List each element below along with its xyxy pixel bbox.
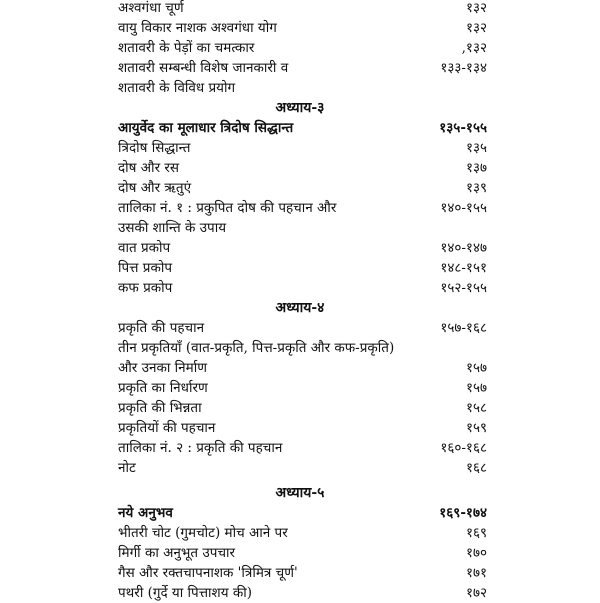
- toc-page-number: १५२-१५५: [440, 280, 487, 296]
- toc-page-number: १३७: [465, 160, 487, 176]
- toc-page-number: १४०-१४७: [440, 240, 487, 256]
- toc-page-number: १४८-१५१: [440, 260, 487, 276]
- toc-page-number: १५८: [465, 400, 487, 416]
- toc-entry-title: प्रकृति की भिन्नता: [118, 400, 202, 416]
- toc-page-number: १७०: [465, 545, 487, 561]
- chapter-heading: अध्याय-५: [275, 485, 325, 501]
- toc-page-number: १६८: [465, 460, 487, 476]
- toc-entry-title: दोष और ऋतुएं: [118, 180, 192, 196]
- toc-page-number: ,१३२: [461, 40, 487, 56]
- toc-entry-title: और उनका निर्माण: [118, 360, 207, 376]
- toc-page-number: १३५: [465, 140, 487, 156]
- toc-page-number: १५७: [465, 360, 487, 376]
- toc-entry-row: [0, 378, 600, 398]
- toc-section-row: [0, 118, 600, 138]
- toc-page-number: १७१: [465, 565, 487, 581]
- toc-entry-row: [0, 78, 600, 98]
- toc-entry-row: [0, 178, 600, 198]
- toc-entry-row: [0, 158, 600, 178]
- toc-entry-row: [0, 258, 600, 278]
- toc-page-number: १३२: [465, 0, 487, 16]
- chapter-heading: अध्याय-३: [275, 100, 325, 116]
- toc-page-number: १५७-१६८: [440, 320, 487, 336]
- toc-entry-row: [0, 523, 600, 543]
- toc-entry-row: [0, 58, 600, 78]
- toc-page-number: १३५-१५५: [439, 120, 487, 136]
- toc-entry-row: [0, 418, 600, 438]
- toc-entry-title: प्रकृतियों की पहचान: [118, 420, 216, 436]
- toc-entry-title: नोट: [118, 460, 136, 476]
- toc-entry-title: तीन प्रकृतियाँ (वात-प्रकृति, पित्त-प्रकृति और कफ-प्रकृति): [118, 340, 395, 356]
- toc-entry-row: [0, 198, 600, 218]
- toc-entry-title: प्रकृति की पहचान: [118, 320, 205, 336]
- toc-entry-title: शतावरी के विविध प्रयोग: [118, 80, 236, 96]
- toc-entry-row: [0, 218, 600, 238]
- toc-entry-row: [0, 398, 600, 418]
- toc-entry-title: नये अनुभव: [118, 505, 173, 521]
- toc-entry-row: [0, 278, 600, 298]
- toc-page-number: १६९-१७४: [439, 505, 487, 521]
- toc-entry-title: उसकी शान्ति के उपाय: [118, 220, 227, 236]
- toc-entry-row: [0, 238, 600, 258]
- toc-entry-title: आयुर्वेद का मूलाधार त्रिदोष सिद्धान्त: [118, 120, 294, 136]
- toc-page-number: १३३-१३४: [440, 60, 487, 76]
- toc-entry-row: [0, 358, 600, 378]
- toc-entry-title: प्रकृति का निर्धारण: [118, 380, 208, 396]
- toc-entry-title: शतावरी सम्बन्धी विशेष जानकारी व: [118, 60, 289, 76]
- toc-entry-row: [0, 18, 600, 38]
- toc-entry-row: [0, 318, 600, 338]
- toc-page-number: १४०-१५५: [440, 200, 487, 216]
- toc-entry-title: पित्त प्रकोप: [118, 260, 172, 276]
- toc-entry-title: पथरी (गुर्दे या पित्ताशय की): [118, 585, 252, 601]
- toc-page-number: १३२: [465, 20, 487, 36]
- toc-page-number: १७२: [465, 585, 487, 601]
- toc-section-row: [0, 503, 600, 523]
- toc-page-number: १५७: [465, 380, 487, 396]
- toc-entry-title: वायु विकार नाशक अश्वगंधा योग: [118, 20, 277, 36]
- toc-entry-row: [0, 338, 600, 358]
- toc-entry-row: [0, 543, 600, 563]
- toc-entry-row: [0, 438, 600, 458]
- toc-entry-title: कफ प्रकोप: [118, 280, 173, 296]
- toc-entry-title: शतावरी के पेड़ों का चमत्कार: [118, 40, 255, 56]
- toc-entry-row: [0, 138, 600, 158]
- toc-entry-title: तालिका नं. १ : प्रकुपित दोष की पहचान और: [118, 200, 337, 216]
- toc-page-number: १३९: [465, 180, 487, 196]
- toc-entry-title: त्रिदोष सिद्धान्त: [118, 140, 191, 156]
- toc-page-number: १५९: [465, 420, 487, 436]
- toc-entry-title: वात प्रकोप: [118, 240, 171, 256]
- toc-entry-title: गैस और रक्तचापनाशक 'त्रिमित्र चूर्ण': [118, 565, 298, 581]
- toc-entry-title: दोष और रस: [118, 160, 180, 176]
- toc-entry-row: [0, 583, 600, 603]
- toc-entry-row: [0, 458, 600, 478]
- toc-entry-title: तालिका नं. २ : प्रकृति की पहचान: [118, 440, 283, 456]
- toc-entry-title: मिर्गी का अनुभूत उपचार: [118, 545, 236, 561]
- toc-entry-row: [0, 38, 600, 58]
- toc-entry-title: अश्वगंधा चूर्ण: [118, 0, 184, 16]
- toc-entry-row: [0, 0, 600, 18]
- toc-page-number: १६०-१६८: [440, 440, 487, 456]
- chapter-heading: अध्याय-४: [275, 300, 325, 316]
- toc-page-number: १६९: [465, 525, 487, 541]
- toc-entry-title: भीतरी चोट (गुमचोट) मोच आने पर: [118, 525, 288, 541]
- toc-entry-row: [0, 563, 600, 583]
